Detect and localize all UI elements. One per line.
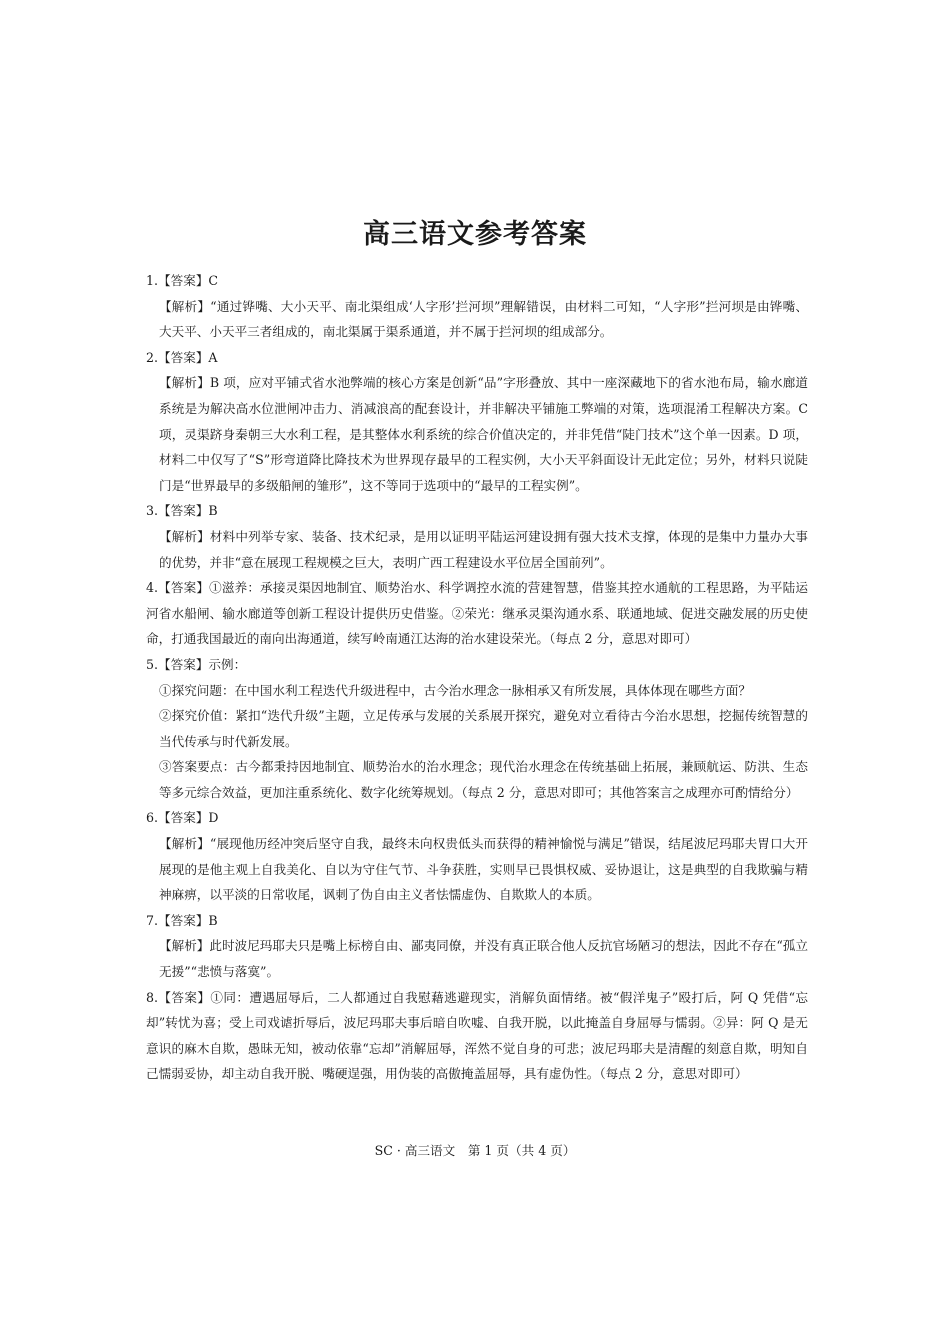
question-number: 2.	[146, 349, 159, 365]
question-answer: 【答案】D	[158, 810, 219, 826]
question-number: 4.	[146, 580, 159, 596]
question-6	[146, 805, 808, 907]
answer-paragraph: ③答案要点：古今都秉持因地制宜、顺势治水的治水理念；现代治水理念在传统基础上拓展，兼顾航运、防洪、生态等多元综合效益，更加注重系统化、数字化统筹规划。（每点 2 分，意思对即可；其他答案言之成理亦可酌情给分）	[159, 759, 808, 800]
question-answer: 【答案】B	[158, 912, 218, 928]
question-number: 7.	[146, 912, 159, 928]
question-number: 8.	[146, 989, 159, 1005]
question-answer: 【答案】A	[158, 349, 218, 365]
analysis-paragraph: 【解析】B 项，应对平铺式省水池弊端的核心方案是创新“品”字形叠放、其中一座深藏地下的省水池布局，输水廊道系统是为解决高水位泄闸冲击力、消减浪高的配套设计，并非解决平铺施工弊端的对策，选项混淆工程解决方案。C 项，灵渠跻身秦朝三大水利工程，是其整体水利系统的综合价值决定的，并非凭借“陡门技术”这个单一因素。D 项，材料二中仅写了“S”形弯道降比降技术为世界现存最早的工程实例，大小天平斜面设计无此定位；另外，材料只说陡门是“世界最早的多级船闸的雏形”，这不等同于选项中的“最早的工程实例”。	[159, 375, 808, 493]
question-4	[146, 575, 808, 652]
analysis-paragraph: 【解析】材料中列举专家、装备、技术纪录，是用以证明平陆运河建设拥有强大技术支撑，体现的是集中力量办大事的优势，并非“意在展现工程规模之巨大，表明广西工程建设水平位居全国前列”。	[159, 528, 808, 570]
analysis-paragraph: 【解析】“展现他历经冲突后坚守自我，最终未向权贵低头而获得的精神愉悦与满足”错误，结尾波尼玛耶夫胃口大开展现的是他主观上自我美化、自以为守住气节、斗争获胜，实则早已畏惧权威、妥协退让，这是典型的自我欺骗与精神麻痹，以平淡的日常收尾，讽刺了伪自由主义者怯懦虚伪、自欺欺人的本质。	[159, 836, 808, 903]
question-number: 6.	[146, 810, 159, 826]
question-number: 5.	[146, 656, 159, 672]
question-1	[146, 268, 808, 345]
question-answer: 【答案】①滋养：承接灵渠因地制宜、顺势治水、科学调控水流的营建智慧，借鉴其控水通航的工程思路，为平陆运河省水船闸、输水廊道等创新工程设计提供历史借鉴。②荣光：继承灵渠沟通水系、联通地域、促进交融发展的历史使命，打通我国最近的南向出海通道，续写岭南通江达海的治水建设荣光。（每点 2 分，意思对即可）	[146, 580, 808, 647]
question-answer: 【答案】①同：遭遇屈辱后，二人都通过自我慰藉逃避现实，消解负面情绪。被“假洋鬼子”殴打后，阿 Q 凭借“忘却”转忧为喜；受上司戏谑折辱后，波尼玛耶夫事后暗自吹嘘、自我开脱，以此掩盖自身屈辱与懦弱。②异：阿 Q 是无意识的麻木自欺，愚昧无知，被动依靠“忘却”消解屈辱，浑然不觉自身的可悲；波尼玛耶夫是清醒的刻意自欺，明知自己懦弱妥协，却主动自我开脱、嘴硬逞强，用伪装的高傲掩盖屈辱，具有虚伪性。（每点 2 分，意思对即可）	[146, 989, 808, 1082]
question-number: 3.	[146, 503, 159, 519]
question-answer: 【答案】示例：	[158, 656, 247, 672]
analysis-paragraph: 【解析】“通过铧嘴、大小天平、南北渠组成‘人字形’拦河坝”理解错误，由材料二可知，“人字形”拦河坝是由铧嘴、大天平、小天平三者组成的，南北渠属于渠系通道，并不属于拦河坝的组成部分。	[159, 298, 808, 340]
answer-paragraph: ②探究价值：紧扣“迭代升级”主题，立足传承与发展的关系展开探究，避免对立看待古今治水思想，挖掘传统智慧的当代传承与时代新发展。	[159, 708, 808, 749]
question-3	[146, 498, 808, 575]
question-answer: 【答案】C	[158, 273, 219, 288]
question-number: 1.	[146, 273, 159, 288]
page-title: 高三语文参考答案	[363, 219, 587, 250]
question-2	[146, 345, 808, 499]
answers-body	[146, 268, 808, 1087]
question-7	[146, 908, 808, 985]
page-footer: SC · 高三语文 第 1 页（共 4 页）	[374, 1143, 576, 1158]
question-answer: 【答案】B	[158, 503, 218, 519]
question-5	[146, 652, 808, 806]
question-8	[146, 985, 808, 1087]
analysis-paragraph: 【解析】此时波尼玛耶夫只是嘴上标榜自由、鄙夷同僚，并没有真正联合他人反抗官场陋习的想法，因此不存在“孤立无援”“悲愤与落寞”。	[159, 938, 808, 980]
answer-paragraph: ①探究问题：在中国水利工程迭代升级进程中，古今治水理念一脉相承又有所发展，具体体现在哪些方面？	[159, 682, 751, 698]
